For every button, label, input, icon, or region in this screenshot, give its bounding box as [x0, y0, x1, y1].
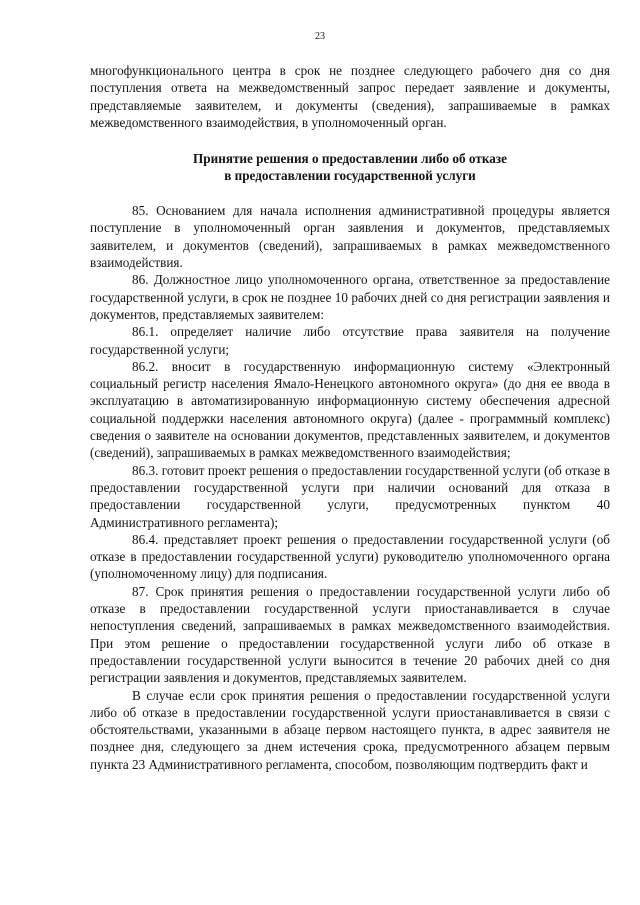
paragraph-86-4: 86.4. представляет проект решения о предоставлении государственной услуги (об отказе в предоставлении государственной услуги) руководителю уполномоченного органа (уполномоченному лицу) для подписания. — [90, 531, 610, 582]
page-number: 23 — [315, 31, 325, 42]
section-heading-line-2: в предоставлении государственной услуги — [224, 168, 476, 184]
paragraph-87: 87. Срок принятия решения о предоставлении государственной услуги либо об отказе в предоставлении государственной услуги приостанавливается в случае непоступления сведений, запрашиваемых в рамках межведомственного взаимодействия. При этом решение о предоставлении государственной услуги либо об отказе в предоставлении государственной услуги выносится в течение 20 рабочих дней со дня регистрации заявления и документов, представляемых заявителем. — [90, 583, 610, 686]
paragraph-86-2: 86.2. вносит в государственную информационную систему «Электронный социальный регистр населения Ямало-Ненецкого автономного округа» (до дня ее ввода в эксплуатацию в автоматизированную информационную систему обеспечения адресной социальной поддержки населения автономного округа) (далее - программный комплекс) сведения о заявителе на основании документов, представленных заявителем, и документов (сведений), запрашиваемых в рамках межведомственного взаимодействия; — [90, 358, 610, 461]
section-heading — [90, 150, 610, 184]
paragraph-85: 85. Основанием для начала исполнения административной процедуры является поступление в уполномоченный орган заявления и документов, представляемых заявителем, и документов (сведений), запрашиваемых в рамках межведомственного взаимодействия. — [90, 203, 610, 271]
document-body — [90, 62, 610, 773]
paragraph-86-1: 86.1. определяет наличие либо отсутствие права заявителя на получение государственной услуги; — [90, 324, 610, 357]
paragraph-86: 86. Должностное лицо уполномоченного органа, ответственное за предоставление государственной услуги, в срок не позднее 10 рабочих дней со дня регистрации заявления и документов, представляемых заявителем: — [90, 272, 610, 322]
section-heading-line-1: Принятие решения о предоставлении либо об отказе — [193, 151, 507, 167]
paragraph-87-continuation: В случае если срок принятия решения о предоставлении государственной услуги либо об отказе в предоставлении государственной услуги приостанавливается в связи с обстоятельствами, указанными в абзаце первом настоящего пункта, в адрес заявителя не позднее дня, следующего за днем истечения срока, предусмотренного абзацем первым пункта 23 Административного регламента, способом, позволяющим подтвердить факт и — [90, 687, 610, 772]
paragraph-86-3: 86.3. готовит проект решения о предоставлении государственной услуги (об отказе в предоставлении государственной услуги при наличии оснований для отказа в предоставлении государственной услуги, предусмотренных пунктом 40 Административного регламента); — [90, 462, 610, 530]
intro-paragraph: многофункционального центра в срок не позднее следующего рабочего дня со дня поступления ответа на межведомственный запрос передает заявление и документы, представляемые заявителем, и документы (сведения), запрашиваемые в рамках межведомственного взаимодействия, в уполномоченный орган. — [90, 63, 610, 130]
